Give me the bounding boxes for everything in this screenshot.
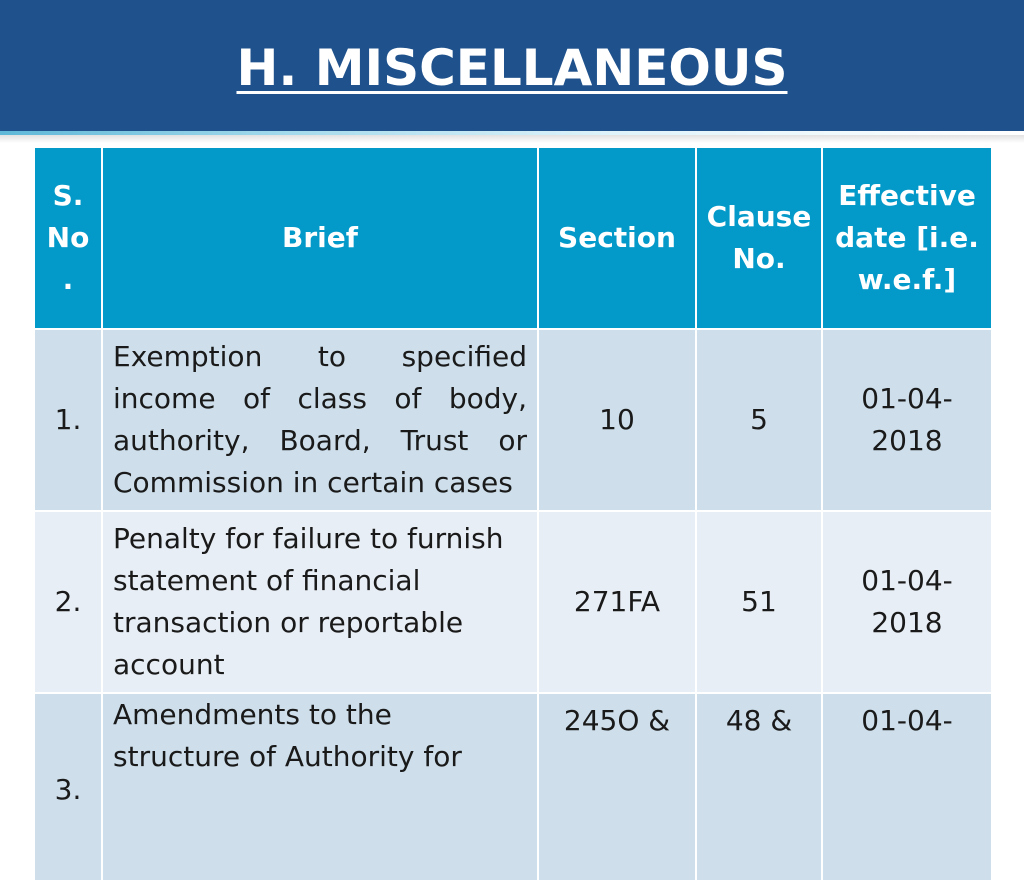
cell-sno: 3. (34, 693, 102, 881)
cell-section: 245O & (538, 693, 696, 881)
column-header-clause: Clause No. (696, 147, 822, 329)
table-row (34, 693, 992, 881)
cell-section: 271FA (538, 511, 696, 693)
table-row (34, 329, 992, 511)
miscellaneous-table (33, 146, 993, 882)
column-header-brief: Brief (102, 147, 538, 329)
cell-effective-date: 01-04-2018 (822, 511, 992, 693)
cell-clause: 51 (696, 511, 822, 693)
table-row (34, 511, 992, 693)
cell-effective-date: 01-04-2018 (822, 329, 992, 511)
banner-shadow (0, 135, 1024, 143)
table-header-row (34, 147, 992, 329)
column-header-effective-date: Effective date [i.e. w.e.f.] (822, 147, 992, 329)
cell-brief: Penalty for failure to furnish statement of financial transaction or reportable account (102, 511, 538, 693)
cell-brief: Amendments to the structure of Authority for (102, 693, 538, 881)
cell-sno: 2. (34, 511, 102, 693)
cell-section: 10 (538, 329, 696, 511)
column-header-section: Section (538, 147, 696, 329)
column-header-sno: S. No . (34, 147, 102, 329)
cell-clause: 48 & (696, 693, 822, 881)
cell-brief: Exemption to specified income of class of body, authority, Board, Trust or Commission in certain cases (102, 329, 538, 511)
cell-clause: 5 (696, 329, 822, 511)
slide-title: H. MISCELLANEOUS (236, 39, 788, 97)
cell-sno: 1. (34, 329, 102, 511)
cell-effective-date: 01-04- (822, 693, 992, 881)
